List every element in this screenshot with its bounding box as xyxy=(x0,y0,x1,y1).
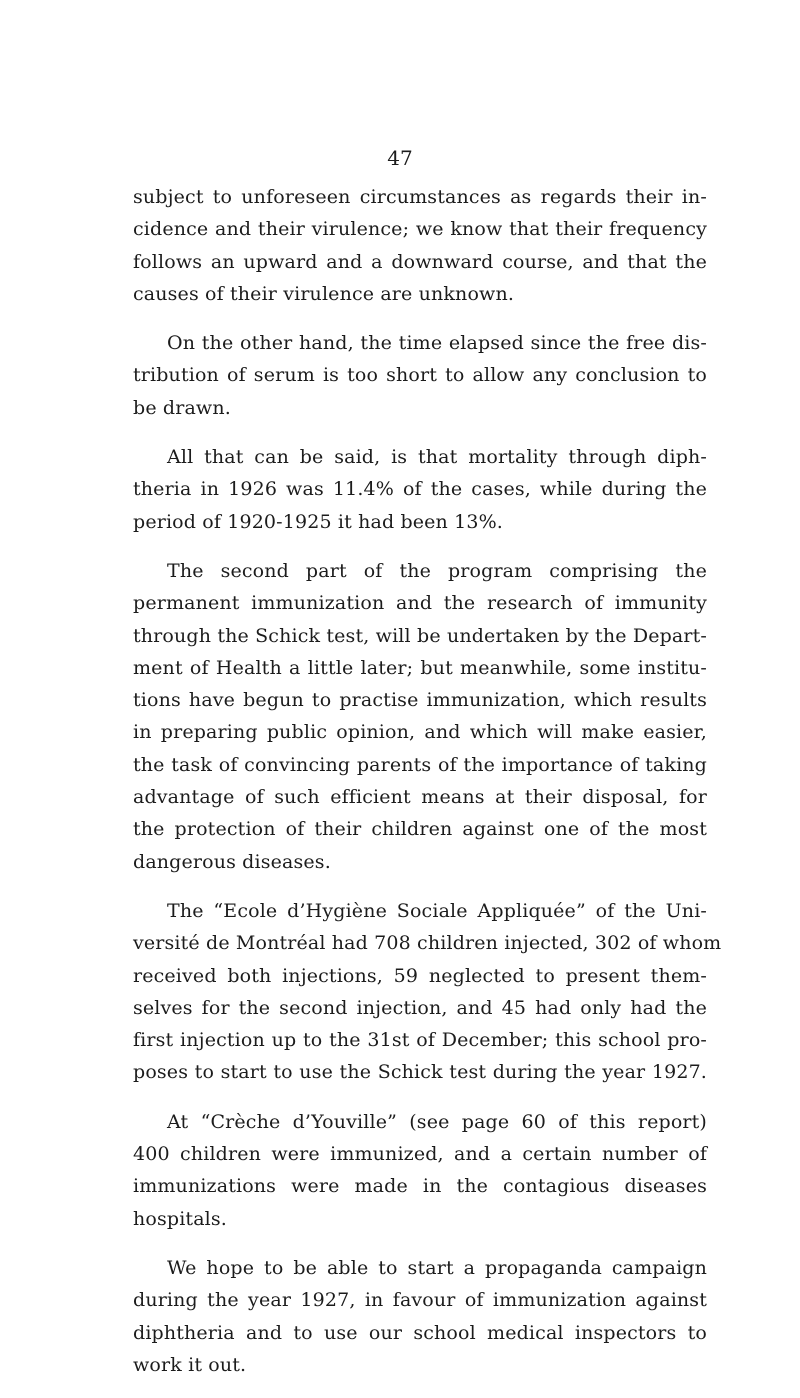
text-line: causes of their virulence are unknown. xyxy=(133,282,515,305)
text-line: selves for the second injection, and 45 had only had the xyxy=(133,996,707,1019)
text-line: the task of convincing parents of the importance of taking xyxy=(133,753,707,776)
text-line: follows an upward and a downward course, and that the xyxy=(133,250,707,273)
text-line: All that can be said, is that mortality through diph- xyxy=(167,446,707,469)
text-line: cidence and their virulence; we know that their frequency xyxy=(133,218,707,241)
paragraph-6 xyxy=(133,1106,707,1235)
paragraph-4 xyxy=(133,555,707,878)
text-line: tribution of serum is too short to allow any conclusion to xyxy=(133,364,707,387)
text-line: advantage of such efficient means at their disposal, for xyxy=(133,786,707,809)
text-line: through the Schick test, will be undertaken by the Depart- xyxy=(133,624,707,647)
text-line: dangerous diseases. xyxy=(133,850,331,873)
text-line: The “Ecole d’Hygiène Sociale Appliquée” of the Uni- xyxy=(167,899,707,922)
text-line: subject to unforeseen circumstances as regards their in- xyxy=(133,186,707,208)
paragraph-7 xyxy=(133,1252,707,1381)
text-line: We hope to be able to start a propaganda campaign xyxy=(167,1256,707,1279)
text-line: At “Crèche d’Youville” (see page 60 of this report) xyxy=(167,1110,707,1133)
paragraph-3 xyxy=(133,441,707,538)
paragraph-2 xyxy=(133,327,707,424)
text-line: the protection of their children against one of the most xyxy=(133,818,707,841)
page-number: 47 xyxy=(387,146,413,170)
body-text xyxy=(133,181,722,1398)
text-line: in preparing public opinion, and which will make easier, xyxy=(133,721,707,744)
text-line: The second part of the program comprising the xyxy=(167,559,707,582)
text-line: work it out. xyxy=(133,1353,247,1376)
text-line: be drawn. xyxy=(133,396,231,419)
text-line: On the other hand, the time elapsed since the free dis- xyxy=(167,332,707,355)
text-line: theria in 1926 was 11.4% of the cases, while during the xyxy=(133,478,707,501)
text-line: permanent immunization and the research of immunity xyxy=(133,592,707,615)
text-line: versité de Montréal had 708 children injected, 302 of whom xyxy=(133,932,722,955)
text-line: received both injections, 59 neglected to present them- xyxy=(133,964,707,987)
text-line: period of 1920-1925 it had been 13%. xyxy=(133,510,503,533)
text-line: ment of Health a little later; but meanwhile, some institu- xyxy=(133,656,707,679)
text-line: poses to start to use the Schick test during the year 1927. xyxy=(133,1061,707,1084)
text-line: first injection up to the 31st of December; this school pro- xyxy=(133,1029,707,1052)
text-line: diphtheria and to use our school medical inspectors to xyxy=(133,1321,707,1344)
text-line: 400 children were immunized, and a certain number of xyxy=(133,1143,707,1166)
text-line: hospitals. xyxy=(133,1207,227,1230)
text-line: tions have begun to practise immunization, which results xyxy=(133,689,707,712)
text-line: immunizations were made in the contagious diseases xyxy=(133,1175,707,1198)
paragraph-5 xyxy=(133,895,722,1089)
text-line: during the year 1927, in favour of immunization against xyxy=(133,1289,707,1312)
paragraph-1 xyxy=(133,181,707,310)
